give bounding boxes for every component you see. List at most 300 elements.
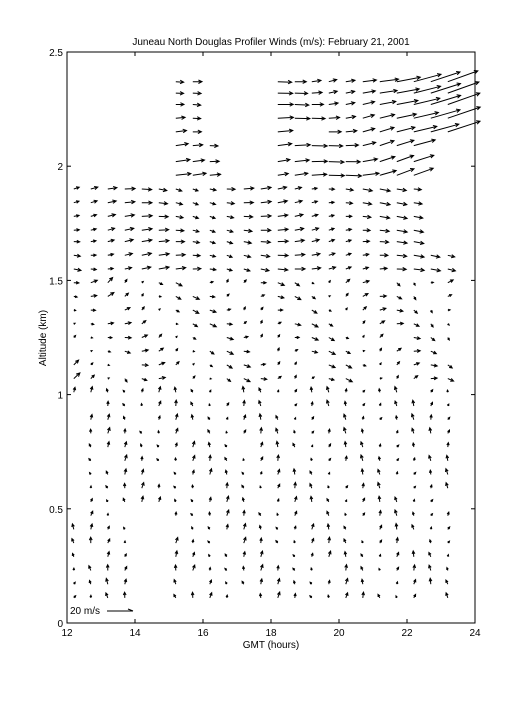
wind-vector — [329, 338, 334, 341]
wind-vector — [107, 401, 110, 406]
wind-vector — [293, 568, 295, 570]
wind-vector — [74, 296, 77, 298]
wind-vector — [295, 511, 297, 515]
wind-vector — [363, 240, 370, 243]
wind-vector — [277, 592, 280, 598]
y-tick-label: 1 — [57, 390, 63, 402]
wind-vector — [312, 91, 322, 95]
wind-vector — [277, 469, 280, 474]
wind-vector — [380, 100, 396, 104]
wind-vector — [141, 404, 143, 406]
wind-vector — [346, 115, 356, 118]
wind-vector — [175, 336, 177, 338]
chart-title: Juneau North Douglas Profiler Winds (m/s): February 21, 2001 — [132, 37, 410, 48]
wind-vector — [192, 527, 194, 529]
wind-vector — [142, 266, 151, 269]
wind-vector — [363, 364, 366, 366]
wind-vector — [311, 402, 313, 406]
wind-vector — [106, 389, 108, 393]
wind-vector — [124, 442, 127, 447]
wind-vector — [397, 216, 407, 219]
wind-vector — [379, 569, 381, 571]
wind-vector — [243, 524, 246, 530]
wind-vector — [158, 416, 160, 420]
wind-vector — [193, 254, 200, 257]
wind-vector — [91, 511, 93, 516]
wind-vector — [74, 215, 79, 218]
wind-vector — [431, 514, 433, 516]
wind-vector — [176, 349, 178, 352]
wind-vector — [242, 387, 245, 393]
wind-vector — [311, 458, 313, 460]
wind-vector — [141, 294, 143, 297]
wind-vector — [431, 72, 460, 82]
wind-vector — [346, 253, 351, 256]
wind-vector — [395, 401, 398, 406]
wind-vector — [363, 350, 365, 352]
wind-vector — [74, 229, 80, 232]
wind-vector — [226, 582, 228, 584]
wind-vector — [446, 483, 449, 489]
wind-vector — [362, 483, 365, 488]
wind-vector — [448, 295, 452, 297]
wind-vector — [91, 240, 96, 243]
wind-vector — [396, 431, 398, 434]
wind-vector — [193, 172, 206, 176]
wind-vector — [89, 581, 91, 585]
wind-vector — [278, 362, 280, 365]
wind-vector — [210, 160, 219, 164]
wind-vector — [91, 214, 97, 217]
wind-vector — [244, 350, 250, 353]
wind-vector — [244, 241, 252, 244]
wind-vector — [124, 527, 126, 529]
wind-vector — [90, 415, 93, 420]
wind-vector — [125, 214, 135, 218]
x-axis-label: GMT (hours) — [242, 640, 300, 651]
y-axis-label: Altitude (km) — [38, 309, 49, 367]
wind-vector — [176, 158, 190, 161]
wind-vector — [242, 485, 244, 488]
wind-vector — [295, 362, 297, 365]
wind-vector — [328, 429, 330, 433]
wind-vector — [193, 117, 201, 120]
wind-vector — [295, 253, 305, 256]
wind-vector — [175, 538, 178, 544]
wind-vector — [431, 282, 434, 284]
wind-vector — [227, 379, 231, 382]
wind-vector — [125, 322, 131, 325]
wind-vector — [123, 592, 126, 598]
wind-vector — [378, 457, 380, 461]
wind-vector — [193, 143, 203, 146]
wind-vector — [91, 228, 96, 231]
wind-vector — [260, 579, 263, 584]
wind-vector — [140, 431, 142, 433]
wind-vector — [210, 593, 213, 598]
wind-vector — [193, 80, 202, 84]
wind-vector — [363, 307, 367, 310]
wind-vector — [329, 215, 334, 218]
wind-vector — [227, 337, 233, 340]
wind-vector — [346, 160, 360, 164]
wind-vector — [380, 229, 389, 232]
wind-vector — [243, 459, 245, 461]
wind-vector — [346, 228, 352, 231]
wind-vector — [395, 387, 398, 393]
wind-vector — [125, 567, 127, 571]
wind-vector — [278, 376, 281, 378]
wind-vector — [90, 429, 92, 433]
wind-vector — [91, 337, 93, 339]
wind-vector — [225, 458, 227, 461]
wind-vector — [312, 173, 327, 176]
wind-vector — [277, 390, 279, 392]
wind-vector — [380, 140, 394, 145]
wind-vector — [397, 241, 407, 244]
wind-vector — [90, 387, 93, 393]
wind-vector — [276, 441, 279, 447]
wind-vector — [380, 202, 390, 205]
wind-vector — [277, 455, 280, 461]
wind-vector — [74, 309, 76, 311]
wind-vector — [193, 230, 199, 233]
wind-vector — [311, 524, 314, 530]
wind-vector — [158, 484, 160, 488]
wind-vector — [124, 579, 127, 584]
wind-vector — [395, 497, 397, 502]
wind-vector — [193, 241, 200, 244]
wind-vector — [260, 428, 263, 434]
wind-vector — [312, 267, 321, 271]
wind-vector — [412, 551, 415, 557]
wind-vector — [124, 469, 127, 475]
wind-vector — [176, 116, 185, 120]
wind-vector — [176, 143, 188, 147]
wind-vector — [73, 323, 75, 324]
x-axis-ticks — [61, 52, 481, 639]
wind-vector — [448, 527, 450, 530]
wind-vector — [310, 484, 312, 489]
wind-vector — [346, 129, 357, 132]
wind-vector — [429, 578, 432, 584]
wind-vector — [362, 336, 364, 338]
wind-vector — [244, 269, 250, 272]
wind-vector — [431, 351, 437, 354]
wind-vector — [225, 470, 227, 474]
wind-vector — [193, 337, 196, 339]
wind-vector — [175, 512, 177, 516]
wind-vector — [362, 592, 365, 598]
wind-vector — [329, 310, 331, 312]
wind-vector — [209, 390, 211, 392]
wind-vector — [175, 414, 178, 420]
wind-vector — [448, 309, 450, 311]
wind-vector — [312, 160, 328, 163]
wind-vector — [159, 266, 169, 269]
wind-vector — [158, 387, 161, 393]
wind-vector — [174, 472, 176, 474]
wind-vector — [107, 414, 110, 420]
wind-vector — [175, 443, 177, 447]
wind-vector — [379, 511, 382, 516]
wind-vector — [329, 130, 341, 134]
wind-vector — [176, 202, 183, 205]
wind-vector — [397, 309, 403, 312]
wind-vector — [243, 307, 245, 310]
wind-vector — [329, 267, 336, 270]
wind-vector — [91, 254, 96, 257]
wind-vector — [107, 514, 109, 516]
wind-vector — [176, 310, 179, 312]
wind-vector — [107, 428, 110, 434]
wind-vector — [448, 82, 479, 94]
wind-vector — [329, 116, 340, 120]
wind-vector — [244, 365, 251, 368]
wind-vector — [193, 130, 202, 134]
wind-vector — [192, 552, 194, 556]
wind-vector — [91, 309, 96, 311]
wind-vector — [261, 307, 263, 310]
wind-vector — [244, 322, 247, 324]
wind-vector — [361, 469, 364, 475]
wind-vector — [278, 268, 288, 271]
wind-vector — [312, 103, 324, 107]
wind-vector — [414, 155, 434, 162]
wind-vector — [312, 214, 318, 217]
wind-vector — [125, 280, 127, 283]
wind-vector — [312, 144, 327, 147]
wind-vector — [380, 378, 382, 380]
wind-vector — [380, 78, 399, 82]
wind-vector — [142, 307, 144, 310]
wind-vector — [362, 541, 364, 543]
wind-vector — [106, 486, 108, 488]
wind-vector — [210, 268, 216, 271]
wind-vector — [430, 310, 432, 313]
wind-vector — [210, 378, 212, 379]
wind-vector — [346, 188, 353, 191]
wind-vector — [142, 378, 147, 381]
wind-vector — [244, 215, 253, 219]
wind-vector — [176, 428, 179, 433]
wind-vector — [329, 378, 334, 381]
wind-vector — [175, 400, 178, 406]
wind-vector — [295, 103, 309, 107]
wind-vector — [378, 469, 381, 474]
wind-vector — [159, 228, 169, 232]
wind-vector — [89, 459, 91, 461]
wind-vector — [278, 186, 287, 189]
wind-vector — [363, 498, 365, 502]
wind-vector — [210, 241, 215, 244]
wind-vector — [91, 375, 95, 379]
wind-vector — [208, 417, 210, 420]
wind-vector — [329, 90, 337, 93]
wind-vector — [363, 215, 371, 219]
wind-vector — [447, 404, 449, 406]
wind-vector — [380, 156, 395, 162]
wind-vector — [72, 524, 75, 530]
wind-vector — [294, 431, 296, 434]
wind-vector — [107, 500, 109, 502]
wind-vector — [159, 348, 164, 351]
wind-vector — [227, 365, 232, 368]
wind-vector — [397, 567, 399, 570]
wind-vector — [175, 458, 177, 461]
wind-vector — [446, 455, 449, 460]
wind-vector — [210, 255, 216, 258]
wind-vector — [295, 227, 304, 230]
wind-vector — [363, 404, 365, 406]
wind-vector — [396, 596, 398, 598]
wind-vector — [90, 499, 92, 502]
wind-vector — [261, 378, 267, 381]
wind-vector — [159, 296, 161, 298]
wind-vector — [295, 143, 310, 146]
wind-vector — [209, 455, 212, 461]
wind-vector — [278, 309, 283, 312]
wind-vector — [430, 540, 432, 543]
wind-vector — [210, 230, 215, 233]
wind-vector — [346, 267, 351, 270]
wind-vector — [447, 323, 449, 325]
wind-vector — [106, 578, 109, 584]
wind-vector — [193, 376, 195, 379]
wind-vector — [159, 282, 163, 284]
wind-vector — [158, 309, 160, 311]
wind-vector — [259, 526, 261, 530]
wind-vector — [448, 280, 453, 283]
wind-vector — [74, 282, 79, 285]
wind-vector — [259, 401, 262, 406]
wind-vector — [413, 565, 416, 571]
wind-vector — [328, 473, 330, 475]
wind-vector — [108, 228, 115, 231]
wind-vector — [329, 365, 335, 368]
wind-vector — [191, 390, 193, 393]
y-axis-ticks — [49, 48, 475, 630]
wind-vector — [412, 400, 415, 406]
wind-vector — [380, 295, 387, 298]
wind-vector — [294, 581, 296, 584]
wind-vector — [363, 294, 368, 297]
wind-vector — [363, 79, 377, 83]
wind-vector — [244, 379, 250, 382]
wind-vector — [345, 456, 348, 461]
wind-vector — [192, 456, 195, 461]
wind-vector — [244, 336, 248, 338]
wind-vector — [244, 229, 252, 232]
wind-vector — [74, 268, 81, 271]
wind-vector — [225, 445, 227, 447]
wind-vector — [174, 580, 176, 585]
wind-vector — [125, 253, 133, 256]
wind-vector — [141, 444, 143, 447]
wind-vector — [278, 283, 285, 286]
wind-vector — [396, 416, 398, 420]
wind-vector — [226, 496, 229, 502]
wind-vector — [159, 253, 169, 256]
wind-vector — [430, 415, 433, 420]
wind-vector — [412, 443, 414, 447]
wind-vector — [312, 228, 319, 231]
wind-vector — [414, 486, 416, 488]
x-tick-label: 12 — [61, 628, 73, 639]
wind-vector — [159, 215, 168, 219]
wind-vector — [227, 187, 235, 191]
wind-vector — [159, 401, 161, 406]
wind-vector — [90, 473, 92, 475]
wind-vector — [414, 139, 435, 146]
wind-vector — [346, 351, 350, 353]
wind-vector — [378, 483, 381, 489]
wind-vector — [363, 229, 370, 232]
wind-vector — [346, 294, 348, 297]
wind-vector — [193, 267, 201, 271]
wind-vector — [108, 336, 112, 338]
wind-vector — [142, 282, 144, 284]
wind-vector — [363, 321, 365, 324]
wind-vector — [346, 144, 359, 148]
wind-vector — [329, 459, 331, 461]
wind-vector — [191, 402, 193, 406]
wind-vector — [125, 267, 132, 270]
wind-vector — [310, 596, 312, 598]
wind-vector — [192, 565, 195, 570]
wind-vector — [244, 255, 251, 258]
wind-vector — [431, 324, 433, 327]
wind-vector — [277, 514, 279, 516]
wind-vector — [193, 216, 199, 219]
wind-vector — [397, 155, 414, 162]
wind-vector — [431, 500, 433, 502]
wind-vector — [396, 376, 398, 379]
y-tick-label: 2.5 — [49, 48, 63, 59]
wind-vector — [193, 189, 198, 192]
wind-vector — [412, 525, 414, 530]
wind-vector — [397, 254, 407, 258]
wind-vector — [312, 351, 318, 354]
wind-vector — [414, 168, 433, 175]
wind-vector — [414, 310, 418, 313]
wind-vector — [174, 595, 176, 598]
wind-vector — [397, 230, 407, 234]
wind-vector — [448, 430, 450, 433]
wind-vector — [192, 540, 194, 543]
wind-vector — [380, 240, 389, 244]
wind-vector — [226, 280, 228, 283]
wind-vector — [142, 321, 146, 324]
wind-vector — [244, 187, 254, 191]
wind-vector — [363, 189, 373, 192]
wind-vector — [344, 539, 346, 543]
wind-vector — [244, 280, 246, 283]
wind-vector — [397, 113, 417, 118]
wind-vector — [74, 596, 76, 598]
wind-vector — [227, 309, 231, 311]
wind-vector — [176, 80, 184, 84]
wind-vector — [277, 579, 280, 585]
wind-vector — [276, 428, 279, 433]
wind-vector — [125, 351, 130, 354]
wind-vector — [159, 188, 167, 191]
wind-vector — [278, 143, 292, 146]
wind-vector — [277, 566, 280, 571]
wind-vector — [278, 240, 288, 244]
wind-vector — [209, 497, 211, 502]
wind-vector — [295, 187, 302, 190]
